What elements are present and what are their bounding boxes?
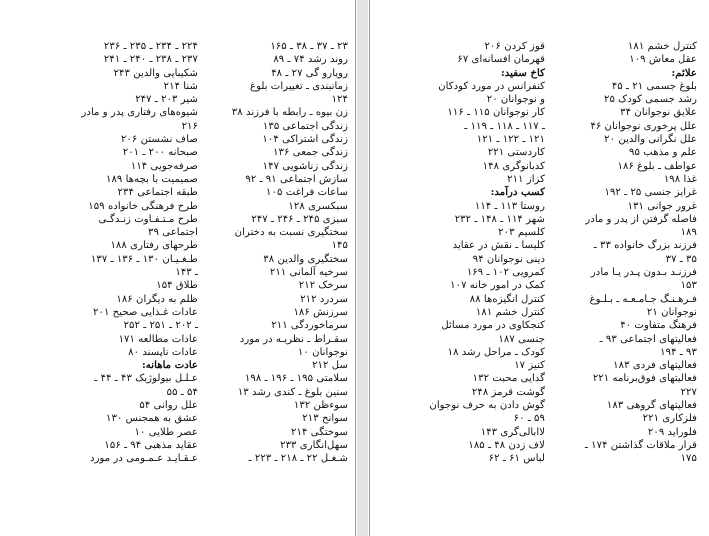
index-entry: عشق به همجنس ۱۳۰ — [106, 413, 198, 425]
index-entry: زن بیوه ـ رابطه با فرزند ۳۸ — [231, 107, 348, 119]
index-entry: فرزند بزرگ خانواده ۳۳ ـ — [593, 240, 697, 252]
index-entry: کنترل انگیزه‌ها ۸۸ — [469, 293, 545, 305]
index-entry: شیوه‌های رفتاری پدر و مادر — [81, 107, 198, 119]
index-entry: سردرد ۲۱۲ — [300, 293, 348, 305]
index-entry: و نوجوانان ۲۰ — [486, 94, 545, 106]
index-entry: فـرهـنـگ جـامـعـه ـ بـلـوغ — [589, 293, 697, 305]
index-entry: لاف زدن ۴۸ ـ ۱۸۵ — [468, 439, 545, 451]
index-entry: ۲۱۶ — [181, 120, 198, 132]
index-entry: سوانح ۲۱۳ — [302, 413, 348, 425]
index-entry: فاصله گرفتن از پدر و مادر — [585, 213, 697, 225]
index-entry: کدبانوگری ۱۴۸ — [482, 160, 545, 172]
index-entry: سرخیه آلمانی ۲۱۱ — [269, 267, 348, 279]
index-entry: سختگیری والدین ۳۸ — [263, 253, 348, 265]
index-entry: سلامتی ۱۹۵ ـ ۱۹۶ ـ ۱۹۸ — [244, 373, 348, 385]
index-entry: سرزنش ۱۸۶ — [293, 306, 348, 318]
index-entry: غرایز جنسی ۲۵ ـ ۱۹۲ — [604, 187, 697, 199]
index-entry: کزاز ۲۱۱ — [507, 173, 545, 185]
index-entry: ـ ۱۴۳ — [175, 267, 198, 279]
index-entry: عقل معاش ۱۰۹ — [629, 54, 697, 66]
index-entry: کلسیم ۲۰۳ — [498, 227, 545, 239]
index-entry: کنترل خشم ۱۸۱ — [627, 41, 697, 52]
index-entry: طرح مـتـفـاوت زنـدگـی — [98, 213, 198, 225]
index-entry: کودک ـ مراحل رشد ۱۸ — [447, 346, 545, 358]
index-entry: ۲۲۴ ـ ۲۳۴ ـ ۲۳۵ ـ ۲۳۶ — [103, 41, 198, 52]
index-entry: کاردستی ۲۲۱ — [487, 147, 545, 159]
index-entry: عادات ناپسند ۸۰ — [128, 346, 198, 358]
index-entry: زمانبندی ـ تغییرات بلوغ — [250, 80, 348, 92]
index-entry: کنفرانس در مورد کودکان — [438, 80, 545, 92]
index-entry: ۹۳ ـ ۱۹۴ — [660, 346, 697, 358]
index-entry: صمیمیت با بچه‌ها ۱۸۹ — [105, 173, 198, 185]
index-heading: عادت ماهانه: — [142, 359, 198, 372]
index-entry: ۱۴۵ — [331, 240, 348, 252]
index-entry: طرحهای رفتاری ۱۸۸ — [110, 240, 198, 252]
index-entry: قرار ملاقات گذاشتن ۱۷۴ ـ — [584, 439, 697, 451]
index-entry: زندگی جمعی ۱۳۶ — [273, 147, 348, 159]
index-entry: ۱۲۴ — [331, 94, 348, 106]
index-entry: سهل‌انگاری ۲۳۳ — [280, 439, 348, 451]
index-entry: کمک در امور خانه ۱۰۷ — [450, 280, 545, 292]
index-entry: لباس ۶۱ ـ ۶۲ — [488, 453, 545, 465]
index-entry: فعالیتهای گروهی ۱۸۳ — [606, 400, 697, 412]
index-entry: روستا ۱۱۳ ـ ۱۱۴ — [474, 200, 545, 212]
index-entry: کنترل خشم ۱۸۱ — [475, 306, 545, 318]
index-entry: رشد جسمی کودک ۲۵ — [603, 94, 697, 106]
index-entry: ۲۳ ـ ۳۷ ـ ۳۸ ـ ۱۶۵ — [270, 41, 348, 52]
index-entry: فلوراید ۲۰۹ — [647, 426, 697, 438]
index-entry: طلاق ۱۵۴ — [156, 280, 198, 292]
index-entry: غذا ۱۹۸ — [663, 173, 697, 185]
index-entry: سل ۲۱۲ — [312, 360, 348, 372]
index-entry: ۱۷۵ — [680, 453, 697, 465]
index-entry: شیر ۲۰۳ ـ ۲۴۷ — [135, 94, 198, 106]
index-entry: علایق نوجوانان ۳۴ — [620, 107, 697, 119]
index-entry: سبکسری ۱۲۸ — [288, 200, 348, 212]
index-entry: طرح فرهنگی خانواده ۱۵۹ — [88, 200, 198, 212]
index-entry: سرخک ۲۱۲ — [298, 280, 348, 292]
index-entry: زندگی اجتماعی ۱۳۵ — [262, 120, 348, 132]
index-entry: عـلـل بیولوژیک ۴۳ ـ ۴۴ ـ — [94, 373, 198, 385]
index-entry: نوجوانان ۱۰ — [297, 346, 348, 358]
index-entry: عصر طلایی ۱۰ — [134, 426, 198, 438]
index-entry: اجتماعی ۳۹ — [148, 227, 198, 239]
index-entry: کمرویی ۱۰۲ ـ ۱۶۹ — [466, 267, 545, 279]
index-entry: شهر ۱۱۴ ـ ۱۴۸ ـ ۲۳۲ — [454, 213, 545, 225]
index-entry: علل روانی ۵۴ — [139, 400, 198, 412]
index-entry: صرفه‌جویی ۱۱۴ — [130, 160, 198, 172]
right-page-left-column — [410, 40, 545, 466]
left-page-right-column — [200, 40, 348, 466]
index-entry: سرماخوردگی ۲۱۱ — [271, 320, 348, 332]
index-entry: سختگیری نسبت به دختران — [234, 227, 348, 239]
index-entry: گدایی محبت ۱۳۲ — [472, 373, 545, 385]
right-page-right-column — [552, 40, 697, 466]
index-entry: علل پرخوری نوجوانان ۴۶ — [590, 120, 697, 132]
index-entry: علم و مذهب ۹۵ — [629, 147, 697, 159]
index-entry: کار نوجوانان ۱۱۵ ـ ۱۱۶ — [447, 107, 545, 119]
index-entry: ۲۳۷ ـ ۲۳۸ ـ ۲۴۰ ـ ۲۴۱ — [103, 54, 198, 66]
index-entry: دینی نوجوانان ۹۴ — [472, 253, 545, 265]
index-entry: ۳۵ ـ ۳۷ — [665, 253, 697, 265]
index-entry: کنجکاوی در مورد مسائل — [441, 320, 545, 332]
index-entry: جنسی ۱۸۷ — [498, 333, 545, 345]
index-entry: فرزنـد بـدون پـدر یـا مادر — [590, 267, 697, 279]
index-entry: زندگی زناشویی ۱۴۷ — [262, 160, 348, 172]
index-entry: سنین بلوغ ـ کندی رشد ۱۳ — [237, 386, 348, 398]
index-entry: روند رشد ۷۴ ـ ۸۹ — [273, 54, 348, 66]
index-entry: طبقه اجتماعی ۲۳۴ — [117, 187, 198, 199]
index-entry: شـغـل ۲۲ ـ ۲۱۸ ـ ۲۲۳ ـ — [248, 453, 348, 465]
index-entry: ۱۵۳ — [680, 280, 697, 292]
index-entry: کنیز ۱۷ — [514, 360, 545, 372]
index-entry: ساعات فراغت ۱۰۵ — [266, 187, 348, 199]
index-entry: ۲۲۷ — [680, 386, 697, 398]
index-entry: گوش دادن به حرف نوجوان — [429, 400, 545, 412]
index-entry: بلوغ جسمی ۲۱ ـ ۴۵ — [611, 80, 697, 92]
index-entry: ـ ۱۱۷ ـ ۱۱۸ ـ ۱۱۹ ـ — [464, 120, 545, 132]
index-entry: زندگی اشتراکی ۱۰۴ — [262, 134, 348, 146]
index-entry: ۱۲۱ ـ ۱۲۲ ـ ۱۲۱ — [476, 134, 545, 146]
index-entry: رویارو گی ۲۷ ـ ۴۸ — [271, 67, 348, 79]
index-entry: سوءظن ۱۳۲ — [293, 400, 348, 412]
index-entry: فعالیتهای اجتماعی ۹۳ ـ — [599, 333, 697, 345]
index-entry: سقـراط ـ نظریـه در مورد — [239, 333, 348, 345]
index-entry: ۵۹ ـ ۶۰ — [513, 413, 545, 425]
index-entry: فعالیتهای فردی ۱۸۳ — [613, 360, 697, 372]
index-entry: عادات غـذایی صحیح ۲۰۱ — [93, 306, 198, 318]
left-page-left-column — [48, 40, 198, 466]
index-entry: سبزی ۲۴۵ ـ ۲۴۶ ـ ۲۴۷ — [251, 213, 348, 225]
index-entry: صبحانه ۲۰۰ ـ ۲۰۱ — [122, 147, 198, 159]
index-entry: قهرمان افسانه‌ای ۶۷ — [457, 54, 545, 66]
index-entry: شنا ۲۱۴ — [163, 80, 198, 92]
index-entry: گوشت قرمز ۲۴۸ — [471, 386, 545, 398]
index-entry: صاف نشستن ۲۰۶ — [120, 134, 198, 146]
book-gutter — [357, 0, 368, 536]
index-entry: شکیبایی والدین ۲۴۳ — [113, 67, 198, 79]
index-entry: ظلم به دیگران ۱۸۶ — [116, 293, 198, 305]
index-entry: قوز کردن ۲۰۶ — [484, 41, 545, 52]
index-entry: غرور جوانی ۱۳۱ — [627, 200, 697, 212]
index-heading: کسب درآمد: — [490, 186, 545, 199]
index-heading: کاخ سفید: — [501, 66, 545, 79]
index-entry: علل نگرانی والدین ۲۰ — [604, 134, 697, 146]
index-entry: عادات مطالعه ۱۷۱ — [118, 333, 198, 345]
index-entry: نوجوانان ۲۱ — [646, 306, 697, 318]
index-entry: فعالیتهای فوق‌برنامه ۲۲۱ — [592, 373, 697, 385]
index-entry: لاابالی‌گری ۱۴۳ — [480, 426, 545, 438]
index-entry: سازش اجتماعی ۹۱ ـ ۹۲ — [245, 173, 348, 185]
index-entry: فرهنگ متفاوت ۴۰ — [620, 320, 697, 332]
index-entry: ۵۴ ـ ۵۵ — [166, 386, 198, 398]
index-heading: علائم: — [671, 66, 697, 79]
index-entry: عـقـایـد عـمـومی در مورد — [90, 453, 198, 465]
index-entry: طـغـیـان ۱۳۰ ـ ۱۳۶ ـ ۱۳۷ — [90, 253, 198, 265]
index-entry: عقاید مذهبی ۹۴ ـ ۱۵۶ — [104, 439, 198, 451]
index-entry: فلزکاری ۲۲۱ — [642, 413, 697, 425]
index-entry: ۱۸۹ — [680, 227, 697, 239]
index-entry: سوختگی ۲۱۴ — [291, 426, 348, 438]
index-entry: عواطف ـ بلوغ ۱۸۶ — [617, 160, 697, 172]
index-entry: کلیسا ـ نقش در عقاید — [452, 240, 545, 252]
index-entry: ـ ۲۰۲ ـ ۲۵۱ ـ ۲۵۲ — [123, 320, 198, 332]
